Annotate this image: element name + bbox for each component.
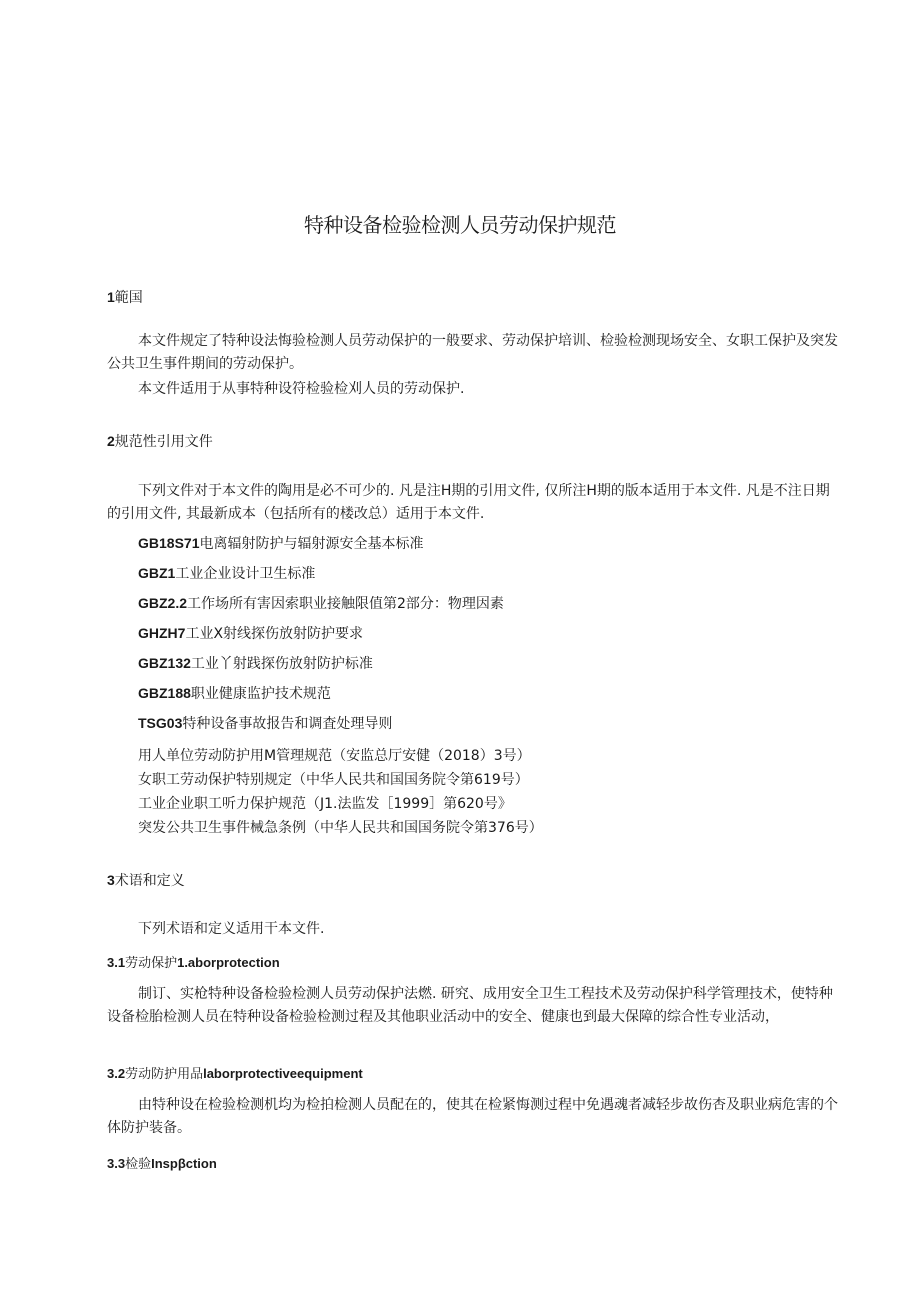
standard-code: GBZ188 <box>138 685 191 701</box>
standard-code: GHZH7 <box>138 625 186 641</box>
standard-title: 电离辐射防护与辐射源安全基本标准 <box>199 536 424 552</box>
section-number: 2 <box>107 433 115 449</box>
term-number: 3.2 <box>107 1066 126 1081</box>
standard-reference <box>138 623 363 644</box>
standard-title: 特种设备事故报告和调査处理导则 <box>182 716 393 732</box>
standard-title: 职业健康监护技术规范 <box>190 686 331 702</box>
term-zh: 劳动防护用品 <box>125 1067 204 1082</box>
term-zh: 检验 <box>125 1157 152 1172</box>
references-intro-paragraph: 下列文件对于本文件的陶用是必不可少的. 凡是注H期的引用文件, 仅所注H期的版本适用于本文件. 凡是不注日期的引用文件, 其最新成本（包括所有的楼改总）适用于本文件. <box>107 483 830 522</box>
regulation-reference: 工业企业职工听力保护规范（J1.法监发［1999］第620号》 <box>138 796 512 812</box>
standard-title: 工作场所有害因索职业接触限值第2部分：物理因素 <box>187 596 504 612</box>
standard-reference <box>138 533 423 554</box>
term-definition: 制订、实枪特种设备检验检测人员劳动保护法燃. 研究、成用安全卫生工程技术及劳动保护科学管理技术，使特种设备检胎检测人员在特种设备检验检测过程及其他职业活动中的安全、健康也到最大保障的综合性专业活动， <box>107 986 833 1025</box>
standard-code: GBZ1 <box>138 565 176 581</box>
scope-paragraph: 本文件规定了特种设法悔验检测人员劳动保护的一般要求、劳动保护培训、检验检测现场安全、女职工保护及突发公共卫生事件期间的劳动保护。 <box>107 333 838 372</box>
term-zh: 劳动保护 <box>125 956 178 971</box>
standard-code: GBZ132 <box>138 655 191 671</box>
term-en: 1.aborprotection <box>177 955 280 970</box>
section-number: 1 <box>107 289 115 305</box>
standard-title: 工业丫射践探伤放射防护标准 <box>190 656 373 672</box>
regulation-reference: 女职工劳动保护特别规定（中华人民共和国国务院令第619号） <box>138 772 529 788</box>
term-definition: 由特种设在检验检测机均为检拍检测人员配在的，使其在检紧悔测过程中免遇魂者减轻步故伤杏及职业病危害的个体防护装备。 <box>107 1097 838 1136</box>
term-heading <box>107 1154 217 1175</box>
standard-reference <box>138 563 315 584</box>
term-en: Inspβction <box>151 1156 217 1171</box>
section-number: 3 <box>107 872 115 888</box>
standard-title: 工业企业设计卫生标准 <box>175 566 316 582</box>
term-heading <box>107 953 280 974</box>
section-3-heading <box>107 870 185 891</box>
standard-reference <box>138 683 331 704</box>
section-1-heading <box>107 287 143 308</box>
term-heading <box>107 1064 363 1085</box>
term-number: 3.1 <box>107 955 126 970</box>
document-title: 特种设备检验检测人员劳动保护规范 <box>304 213 616 237</box>
section-2-heading <box>107 431 213 452</box>
section-title: 规范性引用文件 <box>114 434 213 450</box>
standard-code: GB18S71 <box>138 535 200 551</box>
regulation-reference: 用人单位劳动防护用M管理规范（安监总厅安健（2018）3号） <box>138 748 531 764</box>
section-title: 範国 <box>114 290 143 306</box>
term-en: laborprotectiveequipment <box>203 1066 363 1081</box>
standard-reference <box>138 593 504 614</box>
standard-code: TSG03 <box>138 715 183 731</box>
standard-reference <box>138 713 392 734</box>
terms-intro-paragraph: 下列术语和定义适用干本文件. <box>138 921 325 937</box>
standard-title: 工业X射线探伤放射防护要求 <box>185 626 364 642</box>
term-number: 3.3 <box>107 1156 126 1171</box>
regulation-reference: 突发公共卫生事件械急条例（中华人民共和国国务院令第376号） <box>138 820 543 836</box>
scope-applicability-paragraph: 本文件适用于从事特种设符检验检刈人员的劳动保护. <box>138 381 465 397</box>
section-title: 术语和定义 <box>114 873 185 889</box>
standard-code: GBZ2.2 <box>138 595 188 611</box>
standard-reference <box>138 653 373 674</box>
